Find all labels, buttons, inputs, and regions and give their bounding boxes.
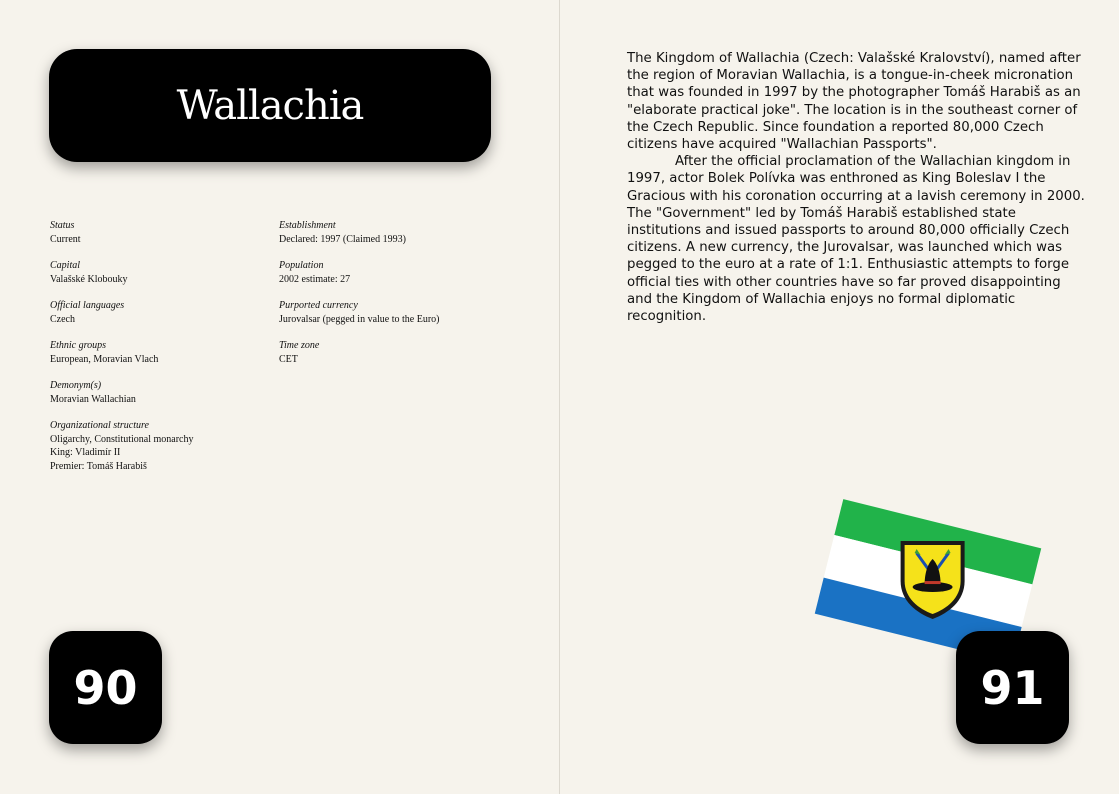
paragraph: After the official proclamation of the Wallachian kingdom in 1997, actor Bolek Polívka was enthroned as King Boleslav I the Gracious with his coronation occurring at a lavish ceremony in 2000. The "Government" led by Tomáš Harabiš established state institutions and issued passports to around 80,000 officially Czech citizens. A new currency, the Jurovalsar, was launched which was pegged to the euro at a rate of 1:1. Enthusiastic attempts to forge official ties with other countries have so far proved disappointing and the Kingdom of Wallachia enjoys no formal diplomatic recognition. bbox=[627, 154, 1085, 325]
field-value: Moravian Wallachian bbox=[50, 393, 136, 405]
field-label: Status bbox=[50, 220, 75, 231]
coat-of-arms-icon bbox=[897, 537, 969, 621]
field-establishment bbox=[279, 219, 406, 246]
page-number-left bbox=[49, 631, 162, 744]
field-value: CET bbox=[279, 353, 298, 365]
field-label: Establishment bbox=[279, 220, 336, 231]
field-label: Ethnic groups bbox=[50, 340, 107, 351]
field-label: Official languages bbox=[50, 300, 125, 311]
page-title: Wallachia bbox=[176, 82, 364, 129]
page-number-text: 91 bbox=[980, 660, 1045, 715]
field-ethnic-groups bbox=[50, 339, 158, 366]
field-population bbox=[279, 259, 350, 286]
field-value: Current bbox=[50, 233, 81, 245]
field-label: Purported currency bbox=[279, 300, 358, 311]
field-demonyms bbox=[50, 379, 136, 406]
field-label: Demonym(s) bbox=[50, 380, 102, 391]
field-organizational-structure bbox=[50, 419, 194, 473]
page-number-text: 90 bbox=[73, 660, 138, 715]
title-box bbox=[49, 49, 491, 162]
field-value: 2002 estimate: 27 bbox=[279, 273, 351, 285]
field-label: Capital bbox=[50, 260, 81, 271]
page-number-right bbox=[956, 631, 1069, 744]
field-label: Time zone bbox=[279, 340, 320, 351]
field-status bbox=[50, 219, 81, 246]
field-time-zone bbox=[279, 339, 319, 366]
field-purported-currency bbox=[279, 299, 440, 326]
field-official-languages bbox=[50, 299, 124, 326]
field-value: Jurovalsar (pegged in value to the Euro) bbox=[279, 313, 440, 325]
field-value: European, Moravian Vlach bbox=[50, 353, 159, 365]
paragraph: The Kingdom of Wallachia (Czech: Valašské Kralovství), named after the region of Moravian Wallachia, is a tongue-in-cheek micronation that was founded in 1997 by the photographer Tomáš Harabiš as an "elaborate practical joke". The location is in the southeast corner of the Czech Republic. Since foundation a reported 80,000 Czech citizens have acquired "Wallachian Passports". bbox=[627, 51, 1081, 153]
field-value: Declared: 1997 (Claimed 1993) bbox=[279, 233, 406, 245]
field-value: Czech bbox=[50, 313, 75, 325]
field-label: Organizational structure bbox=[50, 420, 149, 431]
article-body bbox=[627, 50, 1087, 325]
field-label: Population bbox=[279, 260, 324, 271]
field-value: Valašské Klobouky bbox=[50, 273, 128, 285]
field-value: Oligarchy, Constitutional monarchy King: Vladimír II Premier: Tomáš Harabiš bbox=[50, 433, 194, 472]
field-capital bbox=[50, 259, 128, 286]
